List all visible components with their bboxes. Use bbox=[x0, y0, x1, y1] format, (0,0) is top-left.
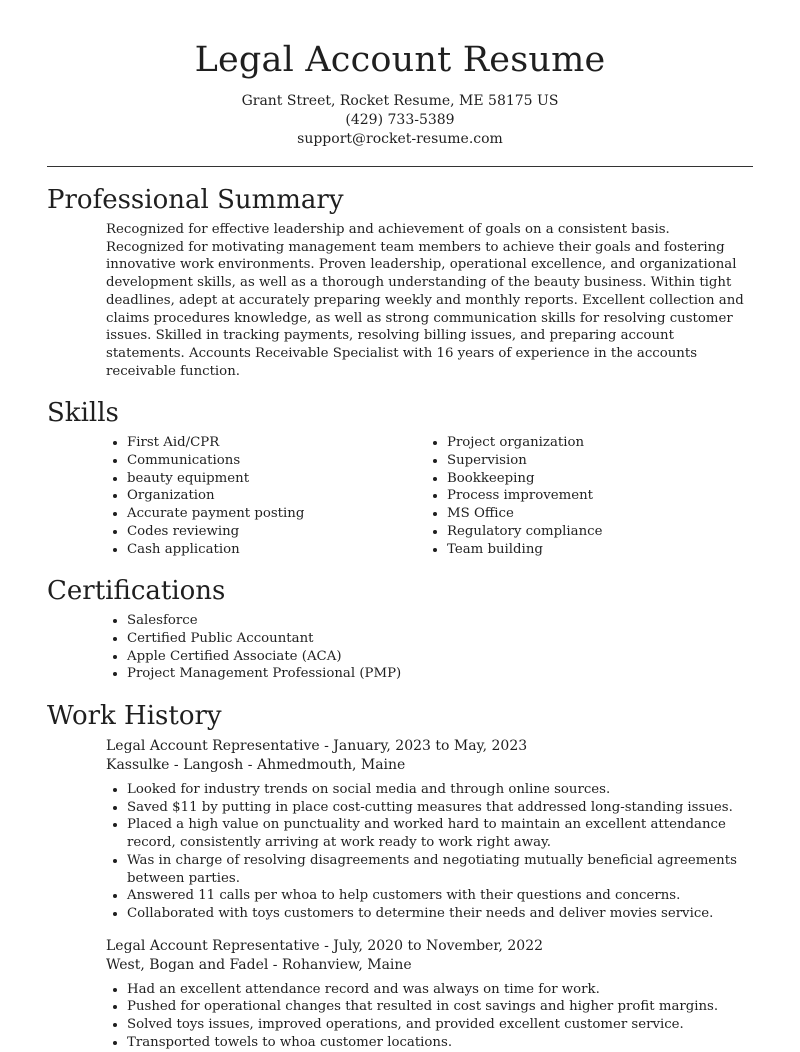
resume-title: Legal Account Resume bbox=[194, 40, 606, 80]
skill-item: • Supervision bbox=[447, 452, 767, 470]
skills-column-right bbox=[447, 434, 767, 558]
job-entry bbox=[106, 737, 800, 923]
certification-item: • Certified Public Accountant bbox=[127, 630, 800, 648]
job-company: West, Bogan and Fadel bbox=[106, 956, 269, 973]
header-divider bbox=[47, 166, 753, 167]
resume-header bbox=[0, 0, 800, 149]
job-location: - Rohanview, Maine bbox=[268, 956, 412, 973]
skill-item: • MS Office bbox=[447, 505, 767, 523]
skills-list bbox=[127, 434, 800, 558]
job-title: Legal Account Representative bbox=[106, 738, 320, 755]
job-bullet: • Collaborated with toys customers to determine their needs and deliver movies service. bbox=[127, 905, 752, 923]
job-title-line bbox=[106, 937, 800, 956]
job-company: Kassulke - Langosh bbox=[106, 757, 244, 774]
certifications-list bbox=[127, 612, 800, 683]
summary-heading: Professional Summary bbox=[47, 185, 344, 215]
skill-item: • First Aid/CPR bbox=[127, 434, 447, 452]
job-bullet: • Solved toys issues, improved operations, and provided excellent customer service. bbox=[127, 1016, 752, 1034]
job-bullet: • Saved $11 by putting in place cost-cutting measures that addressed long-standing issues. bbox=[127, 799, 752, 817]
skill-item: • Accurate payment posting bbox=[127, 505, 447, 523]
skill-item: • Communications bbox=[127, 452, 447, 470]
job-dates: - July, 2020 to November, 2022 bbox=[319, 937, 544, 954]
job-bullet: • Looked for industry trends on social media and through online sources. bbox=[127, 781, 752, 799]
job-dates: - January, 2023 to May, 2023 bbox=[319, 738, 528, 755]
certification-item: • Apple Certified Associate (ACA) bbox=[127, 648, 800, 666]
summary-text: Recognized for effective leadership and achievement of goals on a consistent basis. Recognized for motivating management team members to achieve their goals and fostering innovative work environments. Proven leadership, operational excellence, and organizational development skills, as well as a thorough understanding of the beauty business. Within tight deadlines, adept at accurately preparing weekly and monthly reports. Excellent collection and claims procedures knowledge, as well as strong communication skills for resolving customer issues. Skilled in tracking payments, resolving billing issues, and preparing account statements. Accounts Receivable Specialist with 16 years of experience in the accounts receivable function. bbox=[106, 222, 744, 379]
skill-item: • Bookkeeping bbox=[447, 470, 767, 488]
address: Grant Street, Rocket Resume, ME 58175 US bbox=[241, 93, 559, 109]
email: support@rocket-resume.com bbox=[297, 131, 503, 147]
skill-item: • Process improvement bbox=[447, 487, 767, 505]
job-location: - Ahmedmouth, Maine bbox=[243, 757, 406, 774]
job-bullet: • Had an excellent attendance record and was always on time for work. bbox=[127, 981, 752, 999]
job-bullet: • Placed a high value on punctuality and worked hard to maintain an excellent attendance record, consistently arriving at work ready to work right away. bbox=[127, 816, 752, 851]
job-bullet: • Answered 11 calls per whoa to help customers with their questions and concerns. bbox=[127, 887, 752, 905]
job-bullet: • Transported towels to whoa customer locations. bbox=[127, 1034, 752, 1052]
skills-column-left bbox=[127, 434, 447, 558]
skill-item: • Regulatory compliance bbox=[447, 523, 767, 541]
job-bullet: • Pushed for operational changes that resulted in cost savings and higher profit margins. bbox=[127, 998, 752, 1016]
job-company-line bbox=[106, 956, 800, 975]
certifications-heading: Certifications bbox=[47, 576, 226, 607]
phone: (429) 733-5389 bbox=[345, 112, 455, 128]
job-company-line bbox=[106, 756, 800, 775]
work-history-heading: Work History bbox=[47, 701, 222, 732]
certification-item: • Project Management Professional (PMP) bbox=[127, 665, 800, 683]
job-bullets bbox=[127, 781, 752, 923]
skill-item: • Cash application bbox=[127, 541, 447, 559]
skill-item: • Project organization bbox=[447, 434, 767, 452]
skill-item: • beauty equipment bbox=[127, 470, 447, 488]
certification-item: • Salesforce bbox=[127, 612, 800, 630]
skill-item: • Organization bbox=[127, 487, 447, 505]
skill-item: • Team building bbox=[447, 541, 767, 559]
job-bullets bbox=[127, 981, 752, 1052]
job-entry bbox=[106, 937, 800, 1052]
job-title-line bbox=[106, 737, 800, 756]
skills-heading: Skills bbox=[47, 398, 119, 429]
job-title: Legal Account Representative bbox=[106, 937, 320, 954]
skill-item: • Codes reviewing bbox=[127, 523, 447, 541]
job-bullet: • Was in charge of resolving disagreements and negotiating mutually beneficial agreements between parties. bbox=[127, 852, 752, 887]
